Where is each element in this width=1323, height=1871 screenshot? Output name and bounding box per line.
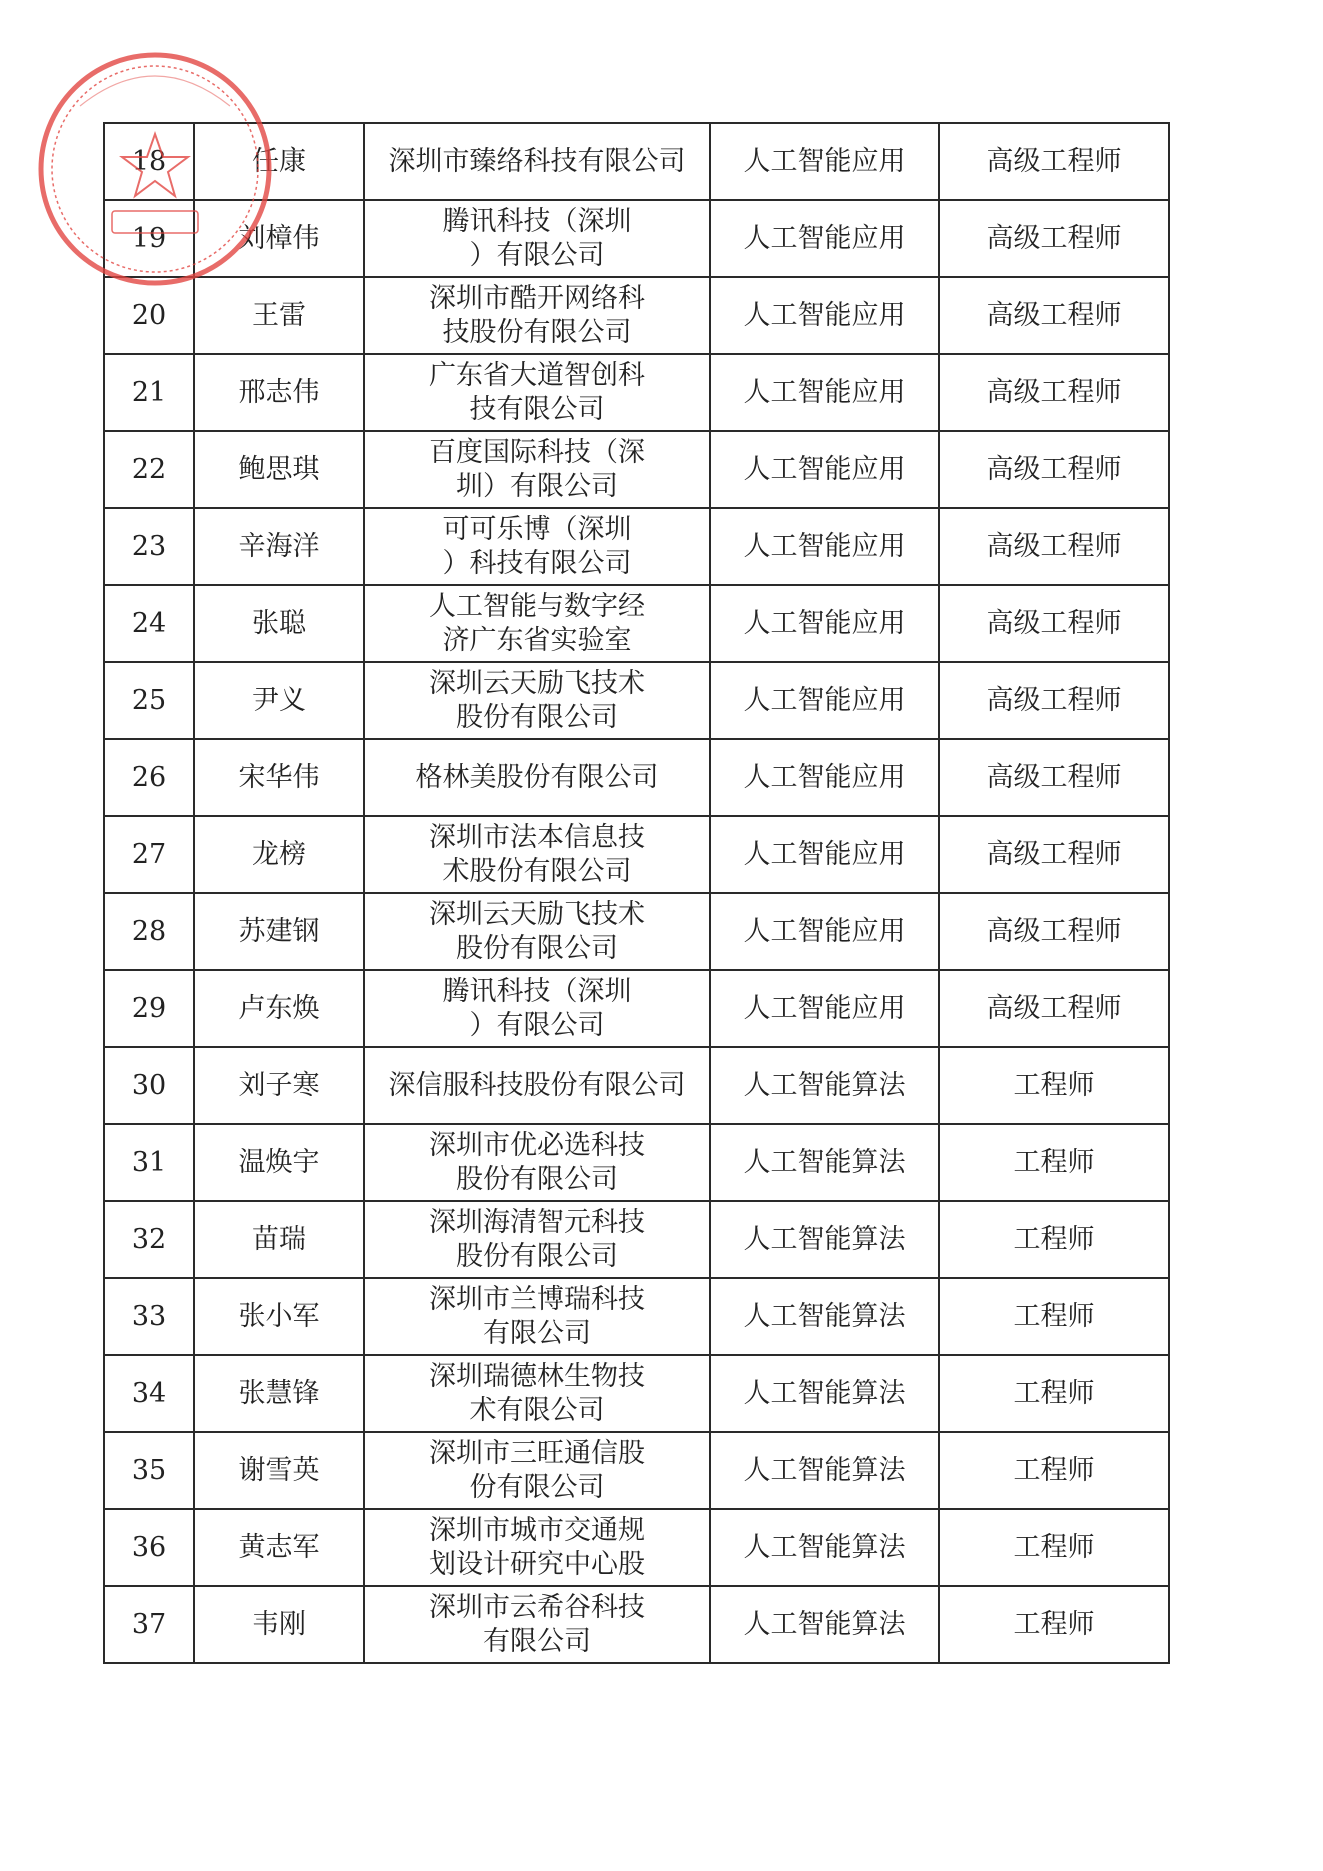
person-name: 张小军 xyxy=(238,1300,320,1332)
specialty-cell xyxy=(710,970,939,1047)
person-name-cell xyxy=(194,893,364,970)
person-name-cell xyxy=(194,1124,364,1201)
professional-title: 高级工程师 xyxy=(986,838,1122,870)
person-name: 鲍思琪 xyxy=(238,453,320,485)
person-name: 刘樟伟 xyxy=(238,222,320,254)
company-name-cell xyxy=(364,200,710,277)
specialty-cell xyxy=(710,893,939,970)
specialty-cell xyxy=(710,1278,939,1355)
professional-title-cell xyxy=(939,1355,1169,1432)
specialty-cell xyxy=(710,585,939,662)
company-name-cell xyxy=(364,662,710,739)
row-number: 20 xyxy=(131,299,167,331)
roster-table-body xyxy=(104,123,1169,1663)
company-name-cell xyxy=(364,508,710,585)
person-name-cell xyxy=(194,354,364,431)
row-number-cell xyxy=(104,1278,194,1355)
professional-title-cell xyxy=(939,662,1169,739)
official-seal xyxy=(32,46,278,292)
table-row xyxy=(104,585,1169,662)
specialty: 人工智能应用 xyxy=(743,222,906,254)
professional-title-cell xyxy=(939,1278,1169,1355)
specialty: 人工智能应用 xyxy=(743,145,906,177)
person-name: 王雷 xyxy=(252,299,306,331)
company-name: 深圳市云希谷科技 有限公司 xyxy=(429,1591,645,1657)
company-name: 深圳市臻络科技有限公司 xyxy=(388,145,686,177)
row-number: 35 xyxy=(131,1454,167,1486)
person-name: 邢志伟 xyxy=(238,376,320,408)
person-name: 韦刚 xyxy=(252,1608,306,1640)
row-number: 26 xyxy=(131,761,167,793)
row-number: 28 xyxy=(131,915,167,947)
specialty-cell xyxy=(710,354,939,431)
roster-table xyxy=(103,122,1170,1664)
specialty: 人工智能算法 xyxy=(743,1069,906,1101)
row-number-cell xyxy=(104,893,194,970)
table-row xyxy=(104,1586,1169,1663)
professional-title: 高级工程师 xyxy=(986,222,1122,254)
company-name-cell xyxy=(364,1201,710,1278)
person-name-cell xyxy=(194,585,364,662)
specialty: 人工智能应用 xyxy=(743,607,906,639)
professional-title-cell xyxy=(939,816,1169,893)
person-name: 卢东焕 xyxy=(238,992,320,1024)
specialty: 人工智能算法 xyxy=(743,1300,906,1332)
person-name: 任康 xyxy=(252,145,306,177)
specialty-cell xyxy=(710,1355,939,1432)
company-name-cell xyxy=(364,1586,710,1663)
professional-title: 工程师 xyxy=(1013,1300,1095,1332)
person-name-cell xyxy=(194,1432,364,1509)
person-name-cell xyxy=(194,1509,364,1586)
company-name-cell xyxy=(364,1124,710,1201)
professional-title: 工程师 xyxy=(1013,1069,1095,1101)
row-number-cell xyxy=(104,816,194,893)
row-number-cell xyxy=(104,662,194,739)
row-number-cell xyxy=(104,1586,194,1663)
professional-title-cell xyxy=(939,1124,1169,1201)
person-name-cell xyxy=(194,1355,364,1432)
specialty: 人工智能应用 xyxy=(743,915,906,947)
row-number-cell xyxy=(104,739,194,816)
specialty: 人工智能应用 xyxy=(743,376,906,408)
person-name-cell xyxy=(194,1586,364,1663)
company-name: 深圳市城市交通规 划设计研究中心股 xyxy=(429,1514,645,1580)
professional-title: 工程师 xyxy=(1013,1608,1095,1640)
company-name-cell xyxy=(364,1047,710,1124)
professional-title: 高级工程师 xyxy=(986,607,1122,639)
specialty-cell xyxy=(710,1432,939,1509)
professional-title-cell xyxy=(939,354,1169,431)
professional-title-cell xyxy=(939,893,1169,970)
company-name-cell xyxy=(364,1278,710,1355)
row-number-cell xyxy=(104,1432,194,1509)
professional-title: 工程师 xyxy=(1013,1146,1095,1178)
professional-title: 高级工程师 xyxy=(986,299,1122,331)
row-number-cell xyxy=(104,1047,194,1124)
company-name: 百度国际科技（深 圳）有限公司 xyxy=(429,436,645,502)
specialty: 人工智能算法 xyxy=(743,1223,906,1255)
specialty: 人工智能应用 xyxy=(743,992,906,1024)
person-name: 宋华伟 xyxy=(238,761,320,793)
company-name-cell xyxy=(364,739,710,816)
table-row xyxy=(104,1509,1169,1586)
row-number: 24 xyxy=(131,607,167,639)
company-name: 广东省大道智创科 技有限公司 xyxy=(429,359,645,425)
company-name-cell xyxy=(364,585,710,662)
person-name: 温焕宇 xyxy=(238,1146,320,1178)
row-number: 36 xyxy=(131,1531,167,1563)
specialty: 人工智能算法 xyxy=(743,1377,906,1409)
row-number-cell xyxy=(104,508,194,585)
professional-title: 高级工程师 xyxy=(986,684,1122,716)
person-name: 龙榜 xyxy=(252,838,306,870)
person-name: 张聪 xyxy=(252,607,306,639)
professional-title-cell xyxy=(939,970,1169,1047)
professional-title-cell xyxy=(939,1586,1169,1663)
person-name-cell xyxy=(194,1201,364,1278)
row-number: 33 xyxy=(131,1300,167,1332)
professional-title: 工程师 xyxy=(1013,1454,1095,1486)
row-number-cell xyxy=(104,1509,194,1586)
professional-title: 高级工程师 xyxy=(986,453,1122,485)
professional-title-cell xyxy=(939,431,1169,508)
table-row xyxy=(104,970,1169,1047)
table-row xyxy=(104,739,1169,816)
professional-title: 高级工程师 xyxy=(986,376,1122,408)
table-row xyxy=(104,1201,1169,1278)
specialty: 人工智能应用 xyxy=(743,530,906,562)
row-number: 29 xyxy=(131,992,167,1024)
person-name-cell xyxy=(194,1278,364,1355)
table-row xyxy=(104,1124,1169,1201)
row-number: 37 xyxy=(131,1608,167,1640)
professional-title: 高级工程师 xyxy=(986,992,1122,1024)
specialty-cell xyxy=(710,508,939,585)
row-number-cell xyxy=(104,970,194,1047)
row-number: 27 xyxy=(131,838,167,870)
professional-title: 高级工程师 xyxy=(986,915,1122,947)
row-number-cell xyxy=(104,354,194,431)
person-name: 苗瑞 xyxy=(252,1223,306,1255)
specialty: 人工智能应用 xyxy=(743,299,906,331)
person-name: 刘子寒 xyxy=(238,1069,320,1101)
specialty-cell xyxy=(710,662,939,739)
professional-title: 工程师 xyxy=(1013,1531,1095,1563)
specialty-cell xyxy=(710,1047,939,1124)
professional-title: 高级工程师 xyxy=(986,530,1122,562)
company-name: 深圳云天励飞技术 股份有限公司 xyxy=(429,667,645,733)
table-row xyxy=(104,1278,1169,1355)
professional-title: 高级工程师 xyxy=(986,145,1122,177)
company-name: 深圳市酷开网络科 技股份有限公司 xyxy=(429,282,645,348)
company-name: 深圳市法本信息技 术股份有限公司 xyxy=(429,821,645,887)
row-number: 32 xyxy=(131,1223,167,1255)
professional-title-cell xyxy=(939,1201,1169,1278)
company-name-cell xyxy=(364,1355,710,1432)
row-number: 18 xyxy=(131,145,167,177)
person-name-cell xyxy=(194,970,364,1047)
company-name-cell xyxy=(364,1432,710,1509)
company-name-cell xyxy=(364,277,710,354)
table-row xyxy=(104,1432,1169,1509)
row-number-cell xyxy=(104,1201,194,1278)
company-name: 腾讯科技（深圳 ）有限公司 xyxy=(442,975,632,1041)
specialty-cell xyxy=(710,1201,939,1278)
table-row xyxy=(104,893,1169,970)
professional-title: 工程师 xyxy=(1013,1377,1095,1409)
professional-title-cell xyxy=(939,1509,1169,1586)
person-name: 苏建钢 xyxy=(238,915,320,947)
table-row xyxy=(104,508,1169,585)
specialty: 人工智能算法 xyxy=(743,1454,906,1486)
row-number: 22 xyxy=(131,453,167,485)
specialty-cell xyxy=(710,1124,939,1201)
table-row xyxy=(104,662,1169,739)
professional-title-cell xyxy=(939,277,1169,354)
table-row xyxy=(104,1047,1169,1124)
row-number-cell xyxy=(104,1355,194,1432)
specialty-cell xyxy=(710,816,939,893)
row-number: 31 xyxy=(131,1146,167,1178)
company-name: 深信服科技股份有限公司 xyxy=(388,1069,686,1101)
specialty-cell xyxy=(710,1586,939,1663)
person-name-cell xyxy=(194,508,364,585)
row-number: 30 xyxy=(131,1069,167,1101)
specialty: 人工智能应用 xyxy=(743,838,906,870)
company-name-cell xyxy=(364,970,710,1047)
row-number-cell xyxy=(104,1124,194,1201)
professional-title-cell xyxy=(939,508,1169,585)
company-name-cell xyxy=(364,816,710,893)
person-name: 尹义 xyxy=(252,684,306,716)
company-name-cell xyxy=(364,354,710,431)
row-number-cell xyxy=(104,585,194,662)
specialty-cell xyxy=(710,123,939,200)
person-name: 谢雪英 xyxy=(238,1454,320,1486)
specialty-cell xyxy=(710,200,939,277)
professional-title-cell xyxy=(939,200,1169,277)
company-name: 深圳市优必选科技 股份有限公司 xyxy=(429,1129,645,1195)
person-name-cell xyxy=(194,431,364,508)
table-row xyxy=(104,354,1169,431)
person-name-cell xyxy=(194,1047,364,1124)
company-name: 深圳海清智元科技 股份有限公司 xyxy=(429,1206,645,1272)
person-name: 张慧锋 xyxy=(238,1377,320,1409)
professional-title-cell xyxy=(939,739,1169,816)
company-name-cell xyxy=(364,1509,710,1586)
professional-title-cell xyxy=(939,1432,1169,1509)
person-name-cell xyxy=(194,662,364,739)
professional-title: 高级工程师 xyxy=(986,761,1122,793)
row-number: 34 xyxy=(131,1377,167,1409)
company-name-cell xyxy=(364,431,710,508)
specialty-cell xyxy=(710,1509,939,1586)
professional-title: 工程师 xyxy=(1013,1223,1095,1255)
table-row xyxy=(104,1355,1169,1432)
specialty: 人工智能应用 xyxy=(743,684,906,716)
company-name: 腾讯科技（深圳 ）有限公司 xyxy=(442,205,632,271)
company-name-cell xyxy=(364,893,710,970)
specialty-cell xyxy=(710,431,939,508)
professional-title-cell xyxy=(939,585,1169,662)
person-name-cell xyxy=(194,816,364,893)
specialty: 人工智能算法 xyxy=(743,1608,906,1640)
company-name: 可可乐博（深圳 ）科技有限公司 xyxy=(442,513,632,579)
row-number: 21 xyxy=(131,376,167,408)
person-name: 辛海洋 xyxy=(238,530,320,562)
company-name: 人工智能与数字经 济广东省实验室 xyxy=(429,590,645,656)
company-name: 深圳市三旺通信股 份有限公司 xyxy=(429,1437,645,1503)
company-name: 格林美股份有限公司 xyxy=(415,761,659,793)
specialty: 人工智能算法 xyxy=(743,1531,906,1563)
row-number: 19 xyxy=(131,222,167,254)
specialty: 人工智能算法 xyxy=(743,1146,906,1178)
specialty-cell xyxy=(710,739,939,816)
specialty-cell xyxy=(710,277,939,354)
row-number: 23 xyxy=(131,530,167,562)
company-name-cell xyxy=(364,123,710,200)
specialty: 人工智能应用 xyxy=(743,453,906,485)
professional-title-cell xyxy=(939,123,1169,200)
professional-title-cell xyxy=(939,1047,1169,1124)
company-name: 深圳市兰博瑞科技 有限公司 xyxy=(429,1283,645,1349)
table-row xyxy=(104,431,1169,508)
specialty: 人工智能应用 xyxy=(743,761,906,793)
company-name: 深圳云天励飞技术 股份有限公司 xyxy=(429,898,645,964)
person-name-cell xyxy=(194,739,364,816)
company-name: 深圳瑞德林生物技 术有限公司 xyxy=(429,1360,645,1426)
row-number: 25 xyxy=(131,684,167,716)
table-row xyxy=(104,816,1169,893)
row-number-cell xyxy=(104,431,194,508)
person-name: 黄志军 xyxy=(238,1531,320,1563)
